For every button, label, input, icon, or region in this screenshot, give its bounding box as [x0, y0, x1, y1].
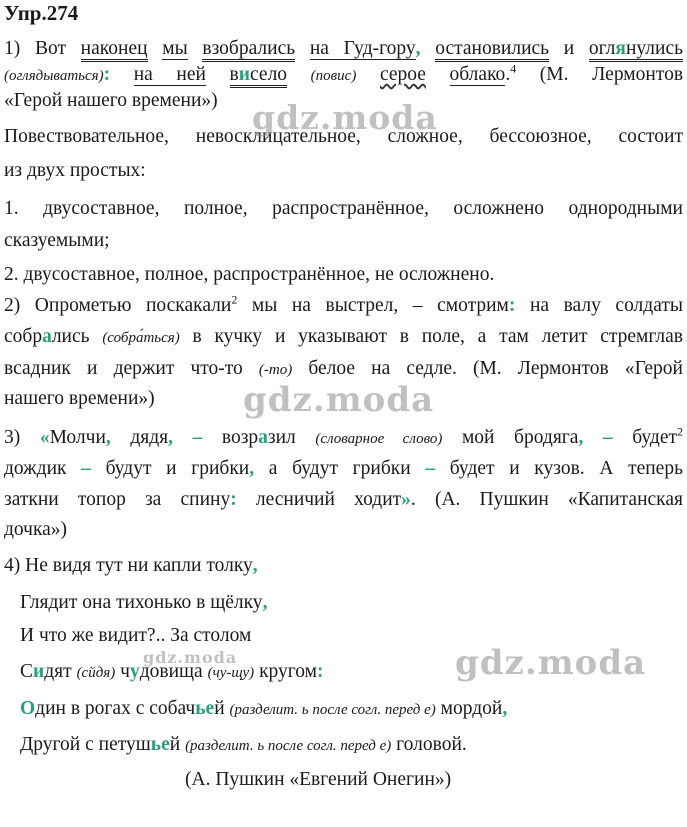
text: й	[169, 734, 186, 755]
punct: ,	[415, 38, 421, 59]
text: мой бродяга	[442, 427, 579, 448]
text: (М. Лермонтов	[516, 64, 684, 85]
word-attribute: серое	[379, 64, 426, 85]
watermark-small: gdz.moda	[143, 648, 238, 667]
letter-accent: ье	[195, 698, 215, 719]
letter-accent: и	[238, 64, 251, 85]
text: дин в рогах с собач	[35, 698, 196, 719]
text: будет и кузов. А теперь	[435, 458, 683, 479]
text: Глядит она тихонько в щёлку	[20, 592, 263, 613]
letter-accent: я	[615, 38, 626, 59]
text: довища	[139, 661, 208, 682]
text: 4) Не видя тут ни капли толку	[4, 555, 253, 576]
part: в	[229, 64, 239, 85]
punct: ,	[502, 698, 508, 719]
footnote-mark: 2	[677, 424, 684, 439]
space	[188, 38, 203, 59]
line-3: «Герой нашего времени»)	[4, 90, 218, 111]
punct: ,	[249, 458, 255, 479]
note: (оглядываться)	[4, 68, 104, 84]
punct: –	[425, 458, 436, 479]
space	[356, 64, 380, 85]
text: й	[214, 698, 230, 719]
text: на валу солдаты	[515, 295, 683, 316]
text: Другой с петуш	[20, 734, 151, 755]
punct: :	[230, 489, 237, 510]
line-10	[4, 324, 683, 351]
text: всадник и держит что-то	[4, 358, 259, 379]
punct: –	[81, 458, 91, 479]
text: лесничий ходит	[236, 489, 402, 510]
text: .	[505, 64, 511, 85]
space	[148, 38, 163, 59]
part: нулись	[625, 38, 684, 59]
text: 2) Опрометью поскакали	[4, 295, 232, 316]
word-predicate	[589, 38, 683, 62]
watermark: gdz.moda	[243, 380, 435, 420]
exercise-title	[4, 0, 683, 26]
text: мордой	[435, 698, 503, 719]
text: ч	[120, 661, 130, 682]
punct: ,	[252, 555, 258, 576]
letter-accent: и	[33, 661, 45, 682]
punct: :	[508, 295, 516, 316]
word-circumstance: на Гуд-гору	[309, 38, 416, 59]
space	[295, 38, 310, 59]
line-18	[20, 590, 683, 616]
word-predicate: взобрались	[202, 38, 295, 62]
text: кругом	[254, 661, 318, 682]
space	[287, 64, 311, 85]
note: (повис)	[310, 68, 357, 84]
note: (разделит. ь после согл. перед е)	[185, 738, 392, 754]
part: огл	[588, 38, 616, 59]
line-8: 2. двусоставное, полное, распространённое, не осложнено.	[4, 264, 495, 285]
letter-accent: а	[258, 427, 268, 448]
text: головой.	[391, 734, 467, 755]
line-14	[4, 456, 683, 482]
line-12: нашего времени»)	[4, 388, 155, 409]
text: белое на седле. (М. Лермонтов «Герой	[292, 358, 683, 379]
word-underlined: наконец	[81, 38, 148, 62]
line-16: дочка»)	[4, 519, 68, 540]
line-9	[4, 293, 683, 319]
line-2	[4, 62, 683, 89]
space	[421, 38, 436, 59]
title-text: Упр.274	[4, 1, 79, 25]
part: село	[250, 64, 288, 85]
text: Молчи	[49, 427, 106, 448]
punct: , –	[168, 427, 203, 448]
text: а будут грибки	[254, 458, 426, 479]
footnote-mark: 4	[510, 61, 517, 76]
text: . (А. Пушкин «Капитанская	[410, 489, 683, 510]
text: зил	[267, 427, 316, 448]
line-11	[4, 356, 683, 383]
word-predicate: остановились	[435, 38, 549, 62]
line-4: Повествовательное, невосклицательное, сложное, бессоюзное, состоит	[4, 126, 683, 147]
text: в кучку и указывают в поле, а там летит стремглав	[179, 326, 683, 347]
line-5: из двух простых:	[4, 160, 146, 181]
word-subject: облако	[449, 64, 506, 85]
line-1	[4, 36, 683, 62]
punct: :	[317, 661, 324, 682]
text: и	[549, 38, 589, 59]
text: будут и грибки	[90, 458, 250, 479]
word-predicate	[230, 64, 288, 88]
text: дождик	[4, 458, 82, 479]
space	[426, 64, 450, 85]
watermark: gdz.moda	[252, 98, 438, 137]
punct: «	[39, 427, 50, 448]
line-19: И что же видит?.. За столом	[20, 625, 252, 646]
space	[110, 64, 134, 85]
text: мы на выстрел, – смотрим	[237, 295, 509, 316]
text: лись	[51, 326, 103, 347]
punct: , –	[578, 427, 613, 448]
text: 3)	[4, 427, 40, 448]
letter-accent: а	[42, 326, 52, 347]
note: (чу-щу)	[207, 665, 255, 681]
letter-accent: ье	[150, 734, 170, 755]
text: заткни топор за спину	[4, 489, 231, 510]
line-17	[4, 553, 683, 579]
letter-accent: у	[129, 661, 140, 682]
watermark: gdz.moda	[455, 643, 647, 683]
line-13	[4, 425, 683, 452]
text: дядя	[110, 427, 169, 448]
text: возр	[202, 427, 259, 448]
note: (собра́ться)	[102, 330, 180, 346]
punct: »	[401, 489, 411, 510]
punct: ,	[262, 592, 268, 613]
punct: ,	[105, 427, 111, 448]
note: (сйдя)	[76, 665, 116, 681]
text: будет	[612, 427, 678, 448]
word-subject: мы	[162, 38, 188, 59]
line-21	[20, 696, 683, 723]
footnote-mark: 2	[231, 292, 238, 307]
text: собр	[4, 326, 43, 347]
line-22	[20, 732, 683, 759]
text: 1) Вот	[4, 38, 81, 59]
text: С	[20, 661, 34, 682]
line-15	[4, 487, 683, 513]
note: (словарное слово)	[315, 431, 443, 447]
text: дят	[44, 661, 77, 682]
space	[206, 64, 230, 85]
line-23: (А. Пушкин «Евгений Онегин»)	[185, 769, 452, 790]
letter-accent: О	[20, 698, 36, 719]
punct: :	[103, 64, 111, 85]
note: (-то)	[258, 362, 293, 378]
word-circumstance: на ней	[133, 64, 206, 85]
line-6: 1. двусоставное, полное, распространённое, осложнено однородными	[4, 198, 683, 219]
line-7: сказуемыми;	[4, 230, 110, 251]
note: (разделит. ь после согл. перед е)	[229, 702, 436, 718]
